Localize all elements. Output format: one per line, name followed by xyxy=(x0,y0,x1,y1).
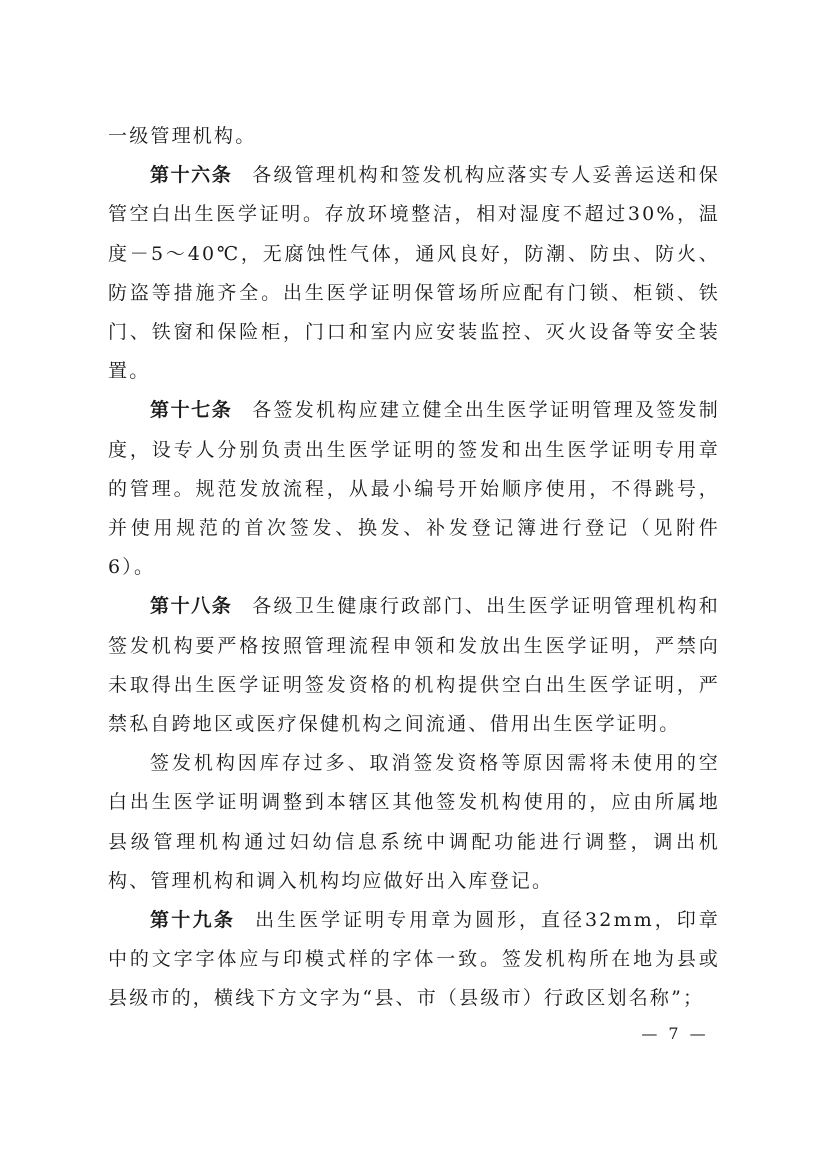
article-16 xyxy=(108,156,720,391)
article-heading: 第十七条 xyxy=(150,399,233,422)
paragraph-text: 一级管理机构。 xyxy=(108,125,257,147)
document-body xyxy=(108,117,720,1019)
paragraph-continuation xyxy=(108,117,720,156)
page-number: — 7 — xyxy=(641,1024,709,1043)
paragraph-text: 签发机构因库存过多、取消签发资格等原因需将未使用的空白出生医学证明调整到本辖区其他签发机构使用的，应由所属地县级管理机构通过妇幼信息系统中调配功能进行调整，调出机构、管理机构和调入机构均应做好出入库登记。 xyxy=(108,752,720,892)
article-17 xyxy=(108,391,720,587)
paragraph-text: 各级管理机构和签发机构应落实专人妥善运送和保管空白出生医学证明。存放环境整洁，相对湿度不超过30%，温度－5～40℃，无腐蚀性气体，通风良好，防潮、防虫、防火、防盗等措施齐全。出生医学证明保管场所应配有门锁、柜锁、铁门、铁窗和保险柜，门口和室内应安装监控、灭火设备等安全装置。 xyxy=(108,164,720,383)
article-18-supplement xyxy=(108,744,720,901)
article-heading: 第十八条 xyxy=(150,595,233,618)
article-19 xyxy=(108,901,720,1019)
article-heading: 第十九条 xyxy=(150,909,236,932)
article-heading: 第十六条 xyxy=(150,164,233,187)
paragraph-text: 出生医学证明专用章为圆形，直径32mm，印章中的文字字体应与印模式样的字体一致。签发机构所在地为县或县级市的，横线下方文字为“县、市（县级市）行政区划名称”； xyxy=(108,909,720,1010)
paragraph-text: 各级卫生健康行政部门、出生医学证明管理机构和签发机构要严格按照管理流程申领和发放出生医学证明，严禁向未取得出生医学证明签发资格的机构提供空白出生医学证明，严禁私自跨地区或医疗保健机构之间流通、借用出生医学证明。 xyxy=(108,595,720,736)
article-18 xyxy=(108,587,720,744)
paragraph-text: 各签发机构应建立健全出生医学证明管理及签发制度，设专人分别负责出生医学证明的签发和出生医学证明专用章的管理。规范发放流程，从最小编号开始顺序使用，不得跳号，并使用规范的首次签发、换发、补发登记簿进行登记（见附件6）。 xyxy=(108,399,720,579)
